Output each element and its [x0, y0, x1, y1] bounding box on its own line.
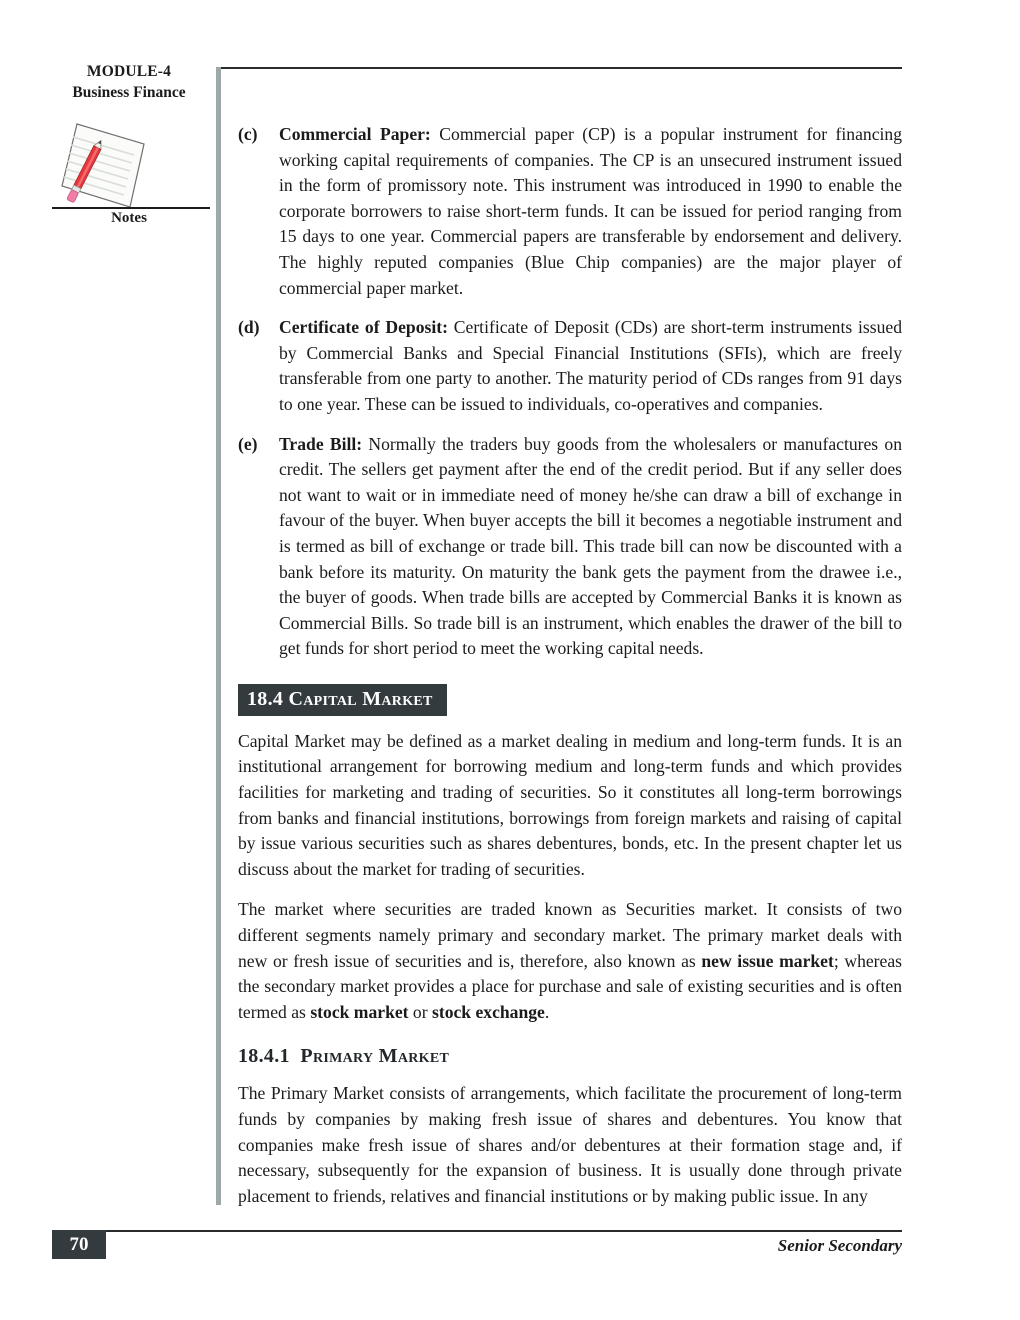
subsection-heading: [238, 1045, 902, 1068]
notepad-pencil-icon: [48, 110, 178, 212]
list-item: [238, 122, 902, 301]
section-heading: 18.4 Capital Market: [238, 684, 447, 716]
list-item-body: [279, 432, 902, 662]
emphasis-new-issue-market: new issue market: [701, 950, 834, 971]
emphasis-stock-market: stock market: [310, 1001, 409, 1022]
subsection-number: 18.4.1: [238, 1045, 290, 1068]
list-item: [238, 432, 902, 662]
paragraph-text-part: ; whereas the secondary market provides a place for purchase and sale of existing securities and is often termed as: [238, 950, 903, 1022]
main-content: [238, 122, 902, 1224]
module-title: MODULE-4: [86, 63, 172, 80]
list-item-lead: Certificate of Deposit:: [279, 317, 448, 338]
subsection-title: Primary Market: [300, 1045, 450, 1068]
list-item-text: Certificate of Deposit (CDs) are short-term instruments issued by Commercial Banks and Special Financial Institutions (SFIs), which are freely transferable from one party to another. The maturity period of CDs ranges from 91 days to one year. These can be issued to individuals, co-operatives and companies.: [279, 317, 903, 414]
list-item: [238, 315, 902, 417]
list-item-body: [279, 122, 902, 301]
notes-label: Notes: [111, 210, 147, 226]
paragraph-securities-market: [238, 897, 902, 1025]
list-marker: (c): [238, 124, 258, 144]
paragraph-text-part: or: [408, 1001, 432, 1022]
footer-series-label: Senior Secondary: [777, 1236, 902, 1255]
emphasis-stock-exchange: stock exchange: [431, 1001, 545, 1022]
list-item-lead: Commercial Paper:: [279, 124, 431, 144]
sidebar: [40, 62, 218, 226]
list-marker: (e): [238, 433, 258, 454]
paragraph-text-part: The market where securities are traded known as Securities market. It consists of two different segments namely primary and secondary market. The primary market deals with new or fresh issue of securities and is, therefore, also known as: [238, 899, 902, 971]
vertical-divider: [216, 67, 221, 1205]
footer-rule: [52, 1230, 902, 1232]
list-item-lead: Trade Bill:: [279, 433, 363, 454]
notes-divider: [52, 207, 210, 209]
header-rule: [218, 67, 902, 69]
list-marker: (d): [238, 317, 260, 338]
paragraph-capital-market: Capital Market may be defined as a market dealing in medium and long-term funds. It is an institutional arrangement for borrowing medium and long-term funds and which provides facilities for marketing and trading of securities. So it constitutes all long-term borrowings from banks and financial institutions, borrowings from foreign markets and raising of capital by issue various securities such as shares debentures, bonds, etc. In the present chapter let us discuss about the market for trading of securities.: [238, 730, 902, 879]
module-subtitle: Business Finance: [72, 83, 186, 101]
list-item-text: Normally the traders buy goods from the wholesalers or manufactures on credit. The sellers get payment after the end of the credit period. But if any seller does not want to wait or in immediate need of money he/she can draw a bill of exchange in favour of the buyer. When buyer accepts the bill it becomes a negotiable instrument and is termed as bill of exchange or trade bill. This trade bill can now be discounted with a bank before its maturity. On maturity the bank gets the payment from the drawee i.e., the buyer of goods. When trade bills are accepted by Commercial Banks it is known as Commercial Bills. So trade bill is an instrument, which enables the drawer of the bill to get funds for short period to meet the working capital needs.: [279, 433, 902, 659]
paragraph-text-part: .: [544, 1001, 550, 1022]
paragraph-primary-market: The Primary Market consists of arrangements, which facilitate the procurement of long-term funds by companies by making fresh issue of shares and debentures. You know that companies make fresh issue of shares and/or debentures at their formation stage and, if necessary, subsequently for the expansion of business. It is usually done through private placement to friends, relatives and financial institutions or by making public issue. In any: [238, 1083, 902, 1206]
list-item-body: [279, 315, 902, 417]
list-item-text: Commercial paper (CP) is a popular instrument for financing working capital requirements of companies. The CP is an unsecured instrument issued in the form of promissory note. This instrument was introduced in 1990 to enable the corporate borrowers to raise short-term funds. It can be issued for period ranging from 15 days to one year. Commercial papers are transferable by endorsement and delivery. The highly reputed companies (Blue Chip companies) are the major player of commercial paper market.: [279, 124, 902, 298]
page-number: 70: [52, 1230, 106, 1259]
